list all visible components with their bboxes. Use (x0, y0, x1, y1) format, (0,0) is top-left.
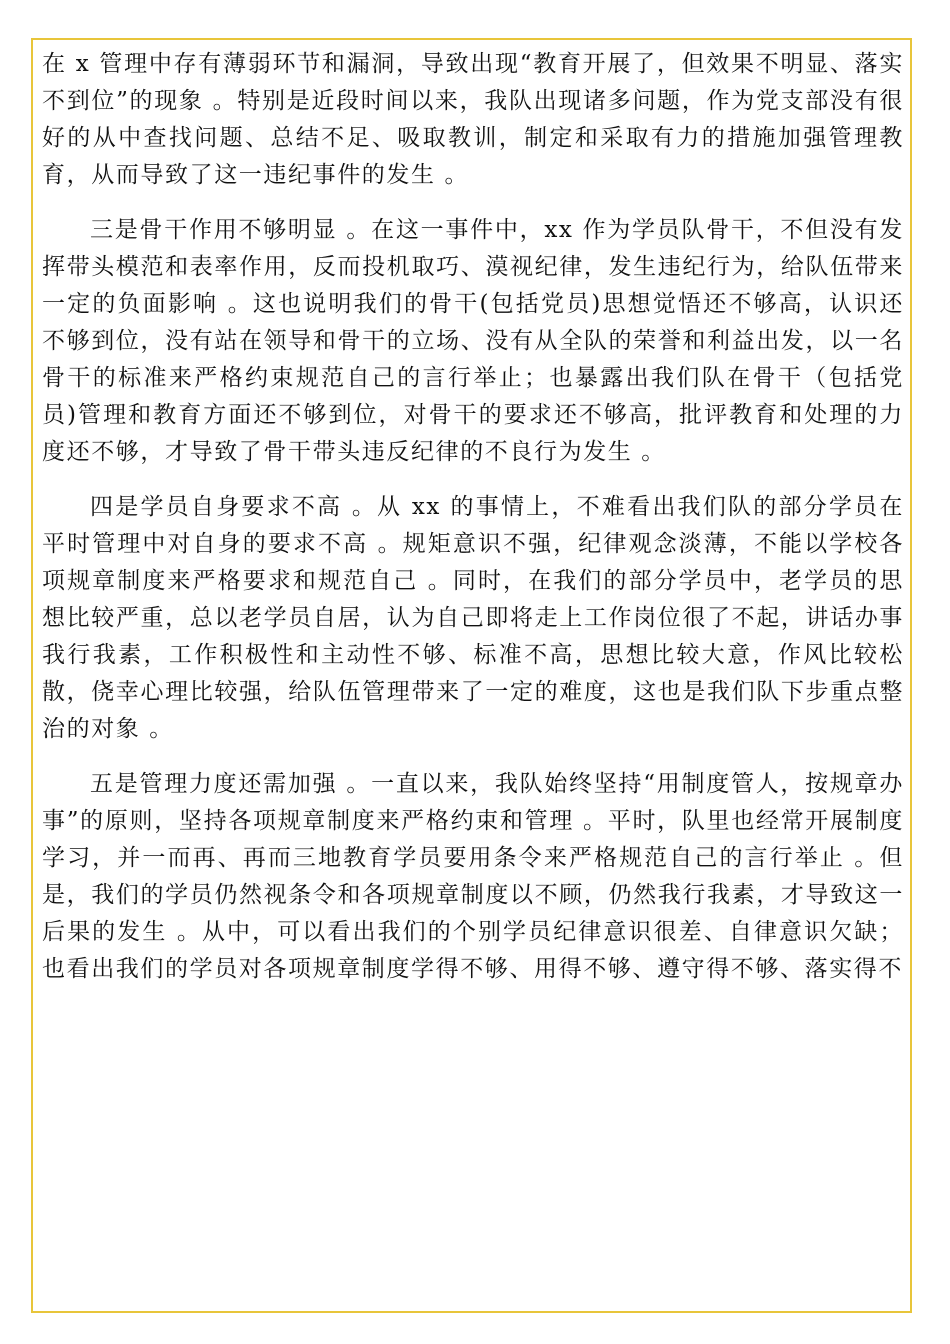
paragraph-point-four: 四是学员自身要求不高 。从 xx 的事情上，不难看出我们队的部分学员在平时管理中对自身的要求不高 。规矩意识不强，纪律观念淡薄，不能以学校各项规章制度来严格要求和规范自己 。同时，在我们的部分学员中，老学员的思想比较严重，总以老学员自居，认为自己即将走上工作岗位很了不起，讲话办事我行我素，工作积极性和主动性不够、标准不高，思想比较大意，作风比较松散，侥幸心理比较强，给队伍管理带来了一定的难度，这也是我们队下步重点整治的对象 。 (42, 494, 904, 742)
paragraph-point-three: 三是骨干作用不够明显 。在这一事件中，xx 作为学员队骨干，不但没有发挥带头模范和表率作用，反而投机取巧、漠视纪律，发生违纪行为，给队伍带来一定的负面影响 。这也说明我们的骨干(包括党员)思想觉悟还不够高，认识还不够到位，没有站在领导和骨干的立场、没有从全队的荣誉和利益出发，以一名骨干的标准来严格约束规范自己的言行举止；也暴露出我们队在骨干（包括党员)管理和教育方面还不够到位，对骨干的要求还不够高，批评教育和处理的力度还不够，才导致了骨干带头违反纪律的不良行为发生 。 (42, 217, 904, 465)
document-body (42, 46, 904, 1006)
paragraph-continuation: 在 x 管理中存有薄弱环节和漏洞，导致出现“教育开展了，但效果不明显、落实不到位”的现象 。特别是近段时间以来，我队出现诸多问题，作为党支部没有很好的从中查找问题、总结不足、吸取教训，制定和采取有力的措施加强管理教育，从而导致了这一违纪事件的发生 。 (42, 51, 904, 188)
paragraph-point-five: 五是管理力度还需加强 。一直以来，我队始终坚持“用制度管人，按规章办事”的原则，坚持各项规章制度来严格约束和管理 。平时，队里也经常开展制度学习，并一而再、再而三地教育学员要用条令来严格规范自己的言行举止 。但是，我们的学员仍然视条令和各项规章制度以不顾，仍然我行我素，才导致这一后果的发生 。从中，可以看出我们的个别学员纪律意识很差、自律意识欠缺；也看出我们的学员对各项规章制度学得不够、用得不够、遵守得不够、落实得不 (42, 771, 904, 982)
